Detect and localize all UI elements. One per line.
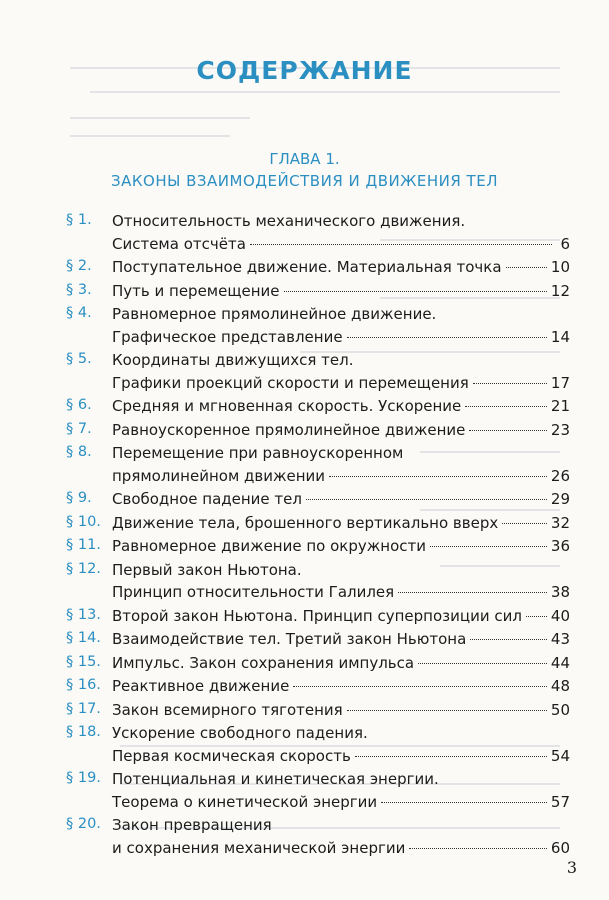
- toc-line: [112, 257, 570, 277]
- dot-leader: [473, 383, 547, 384]
- toc-line: [112, 676, 570, 696]
- toc-section-number: § 19.: [66, 770, 101, 786]
- dot-leader: [355, 756, 547, 757]
- toc-entry-title: и сохранения механической энергии: [112, 838, 406, 857]
- dot-leader: [250, 244, 552, 245]
- dot-leader: [347, 337, 547, 338]
- dot-leader: [284, 291, 547, 292]
- toc-line: [112, 746, 570, 766]
- toc-section-number: § 5.: [66, 351, 92, 367]
- toc-page-number: 32: [550, 513, 570, 532]
- toc-entry-title: Графическое представление: [112, 327, 343, 346]
- toc-page-number: 43: [550, 630, 570, 648]
- toc-entry-title: Свободное падение тел: [112, 490, 302, 508]
- toc-entry-title: Взаимодействие тел. Третий закон Ньютона: [112, 630, 467, 648]
- page-title: СОДЕРЖАНИЕ: [196, 56, 413, 85]
- toc-line: [112, 560, 570, 580]
- toc-entry-title: Импульс. Закон сохранения импульса: [112, 653, 415, 672]
- dot-leader: [409, 848, 547, 849]
- toc-page-number: 48: [550, 677, 570, 695]
- toc-line: [112, 838, 570, 858]
- toc-line: [112, 582, 570, 602]
- dot-leader: [470, 639, 547, 640]
- toc-line: [112, 443, 570, 463]
- toc-entry-title: Закон превращения: [112, 816, 272, 834]
- toc-entry-title: Равноускоренное прямолинейное движение: [112, 420, 466, 439]
- toc-entry-title: Ускорение свободного падения.: [112, 724, 368, 742]
- toc-entry-title: Принцип относительности Галилея: [112, 583, 395, 601]
- toc-line: [112, 700, 570, 720]
- toc-line: [112, 513, 570, 533]
- chapter-number: ГЛАВА 1.: [269, 150, 340, 168]
- dot-leader: [430, 546, 547, 547]
- toc-entry-title: Первая космическая скорость: [112, 746, 351, 765]
- toc-line: [112, 653, 570, 673]
- toc-entry-title: Путь и перемещение: [112, 281, 280, 300]
- toc-page-number: 44: [550, 653, 570, 672]
- toc-section-number: § 10.: [66, 513, 101, 530]
- dot-leader: [347, 710, 547, 711]
- dot-leader: [418, 663, 547, 664]
- toc-line: [112, 606, 570, 626]
- toc-page-number: 40: [550, 606, 570, 625]
- toc-page-number: 26: [550, 466, 570, 485]
- dot-leader: [398, 592, 547, 593]
- toc-page-number: 12: [550, 281, 570, 300]
- toc-entry-title: Средняя и мгновенная скорость. Ускорение: [112, 397, 462, 415]
- toc-line: [112, 815, 570, 835]
- toc-entry-title: Система отсчёта: [112, 234, 246, 253]
- toc-entry-title: Потенциальная и кинетическая энергии.: [112, 770, 439, 788]
- toc-entry-title: Первый закон Ньютона.: [112, 560, 302, 579]
- dot-leader: [329, 476, 547, 477]
- toc-entry-title: Закон всемирного тяготения: [112, 700, 343, 719]
- toc-page-number: 54: [550, 746, 570, 765]
- toc-entry-title: Координаты движущихся тел.: [112, 351, 354, 369]
- toc-section-number: § 8.: [66, 444, 92, 460]
- toc-section-number: § 18.: [66, 724, 101, 740]
- toc-section-number: § 4.: [66, 305, 92, 321]
- toc-page-number: 23: [550, 420, 570, 439]
- toc-entry-title: Графики проекций скорости и перемещения: [112, 373, 469, 392]
- toc-section-number: § 2.: [66, 258, 92, 274]
- toc-entry-title: Перемещение при равноускоренном: [112, 444, 404, 462]
- toc-page-number: 21: [550, 397, 570, 415]
- dot-leader: [381, 802, 547, 803]
- toc-line: [112, 304, 570, 324]
- toc-page-number: 36: [550, 537, 570, 555]
- toc-line: [112, 281, 570, 301]
- dot-leader: [469, 430, 547, 431]
- dot-leader: [506, 267, 547, 268]
- toc-section-number: § 7.: [66, 420, 92, 437]
- toc-line: [112, 327, 570, 347]
- toc-page-number: 10: [550, 258, 570, 276]
- toc-line: [112, 350, 570, 370]
- toc-line: [112, 420, 570, 440]
- toc-line: [112, 723, 570, 743]
- toc-entry-title: прямолинейном движении: [112, 466, 326, 485]
- toc-line: [112, 769, 570, 789]
- toc-line: [112, 792, 570, 812]
- toc-line: [112, 211, 570, 231]
- toc-entry-title: Теорема о кинетической энергии: [112, 792, 378, 811]
- toc-line: [112, 234, 570, 254]
- toc-section-number: § 12.: [66, 560, 101, 577]
- toc-section-number: § 15.: [66, 653, 101, 670]
- toc-page-number: 6: [560, 234, 570, 253]
- toc-page-number: 38: [550, 583, 570, 601]
- toc-line: [112, 396, 570, 416]
- toc-line: [112, 466, 570, 486]
- toc-page-number: 57: [550, 792, 570, 811]
- page-number: 3: [566, 858, 577, 877]
- toc-page-number: 60: [550, 838, 570, 857]
- toc-entry-title: Относительность механического движения.: [112, 212, 466, 230]
- toc-section-number: § 11.: [66, 537, 101, 553]
- toc-section-number: § 3.: [66, 281, 92, 298]
- chapter-title: ЗАКОНЫ ВЗАИМОДЕЙСТВИЯ И ДВИЖЕНИЯ ТЕЛ: [111, 172, 498, 190]
- dot-leader: [306, 499, 547, 500]
- toc-entry-title: Равномерное прямолинейное движение.: [112, 305, 437, 323]
- toc-section-number: § 14.: [66, 630, 101, 646]
- toc-entry-title: Поступательное движение. Материальная точка: [112, 258, 502, 276]
- dot-leader: [502, 523, 547, 524]
- dot-leader: [465, 406, 547, 407]
- toc-section-number: § 17.: [66, 700, 101, 717]
- toc-entry-title: Равномерное движение по окружности: [112, 537, 426, 555]
- toc-line: [112, 629, 570, 649]
- toc-entry-title: Движение тела, брошенного вертикально вверх: [112, 513, 499, 532]
- toc-line: [112, 373, 570, 393]
- toc-section-number: § 1.: [66, 212, 92, 228]
- toc-line: [112, 536, 570, 556]
- toc-entry-title: Реактивное движение: [112, 677, 290, 695]
- toc-page-number: 29: [550, 490, 570, 508]
- toc-page-number: 17: [550, 373, 570, 392]
- toc-page-number: 14: [550, 327, 570, 346]
- dot-leader: [293, 686, 547, 687]
- toc-section-number: § 20.: [66, 816, 101, 832]
- dot-leader: [526, 616, 547, 617]
- toc-section-number: § 13.: [66, 606, 101, 623]
- toc-line: [112, 489, 570, 509]
- toc-section-number: § 16.: [66, 677, 101, 693]
- toc-entry-title: Второй закон Ньютона. Принцип суперпозиции сил: [112, 606, 522, 625]
- toc-page-number: 50: [550, 700, 570, 719]
- toc-section-number: § 6.: [66, 397, 92, 413]
- toc-section-number: § 9.: [66, 490, 92, 506]
